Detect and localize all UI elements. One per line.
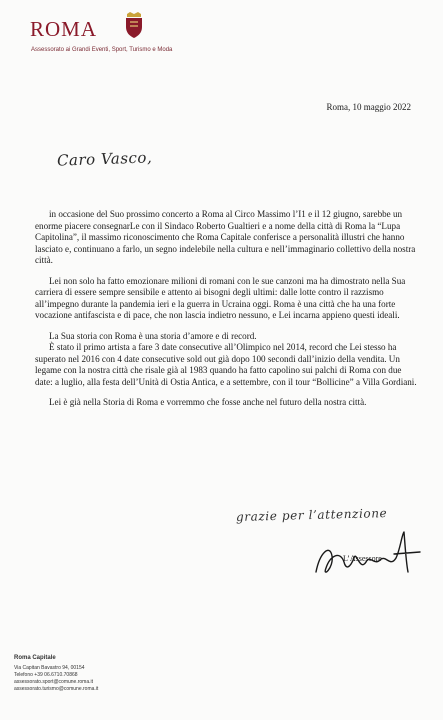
footer (14, 655, 98, 693)
paragraph-3: La Sua storia con Roma è una storia d’amore e di record. (49, 330, 257, 341)
roma-crest-icon (124, 12, 144, 38)
signature-label: L’Assessore (343, 554, 382, 563)
paragraph-2: Lei non solo ha fatto emozionare milioni di romani con le sue canzoni ma ha dimostrato nella Sua carriera di essere sempre sensibile e attento ai bisogni degli ultimi: dalle lotte contro il razzismo all’impegno durante la pandemia ieri e la guerra in Ucraina oggi. Roma è una città che ha una forte vocazione antifascista e di pace, che non lascia indietro nessuno, e Lei incarna appieno questi ideali. (35, 275, 406, 320)
footer-address: Via Capitan Bavastro 94, 00154 (14, 665, 85, 671)
roma-logo-text: ROMA (30, 17, 98, 41)
footer-org: Roma Capitale (14, 655, 56, 661)
footer-email-sport: assessorato.sport@comune.roma.it (14, 679, 93, 685)
paragraph-1: in occasione del Suo prossimo concerto a Roma al Circo Massimo l’I1 e il 12 giugno, sarebbe un enorme piacere consegnarLe con il Sindaco Roberto Gualtieri e a nome della città di Roma la “Lupa Capitolina”, il massimo riconoscimento che Roma Capitale conferisce a personalità illustri che hanno lasciato e, continuano a farlo, un segno indelebile nella cultura e nell’immaginario collettivo della nostra città. (35, 209, 416, 265)
letter-body (35, 209, 418, 418)
handwritten-closing: grazie per l’attenzione (235, 506, 388, 524)
paragraph-4: È stato il primo artista a fare 3 date consecutive all’Olimpico nel 2014, record che Lei stesso ha superato nel 2016 con 4 date consecutive sold out già dopo 100 secondi dall’inizio della vendita. Un legame con la nostra città che risale già al 1983 quando ha fatto capolino sui palchi di Roma con due date: a luglio, alla festa dell’Unità di Ostia Antica, e a settembre, con il tour “Bollicine” a Villa Gordiani. (35, 342, 417, 387)
letter-date: Roma, 10 maggio 2022 (326, 102, 411, 112)
footer-email-turismo: assessorato.turismo@comune.roma.it (14, 686, 99, 692)
footer-phone: Telefono +39 06.6710.70868 (14, 672, 78, 678)
department-name: Assessorato ai Grandi Eventi, Sport, Turismo e Moda (31, 47, 173, 53)
paragraph-5: Lei è già nella Storia di Roma e vorremmo che fosse anche nel futuro della nostra città. (49, 397, 367, 407)
handwritten-greeting: Caro Vasco, (56, 148, 153, 170)
